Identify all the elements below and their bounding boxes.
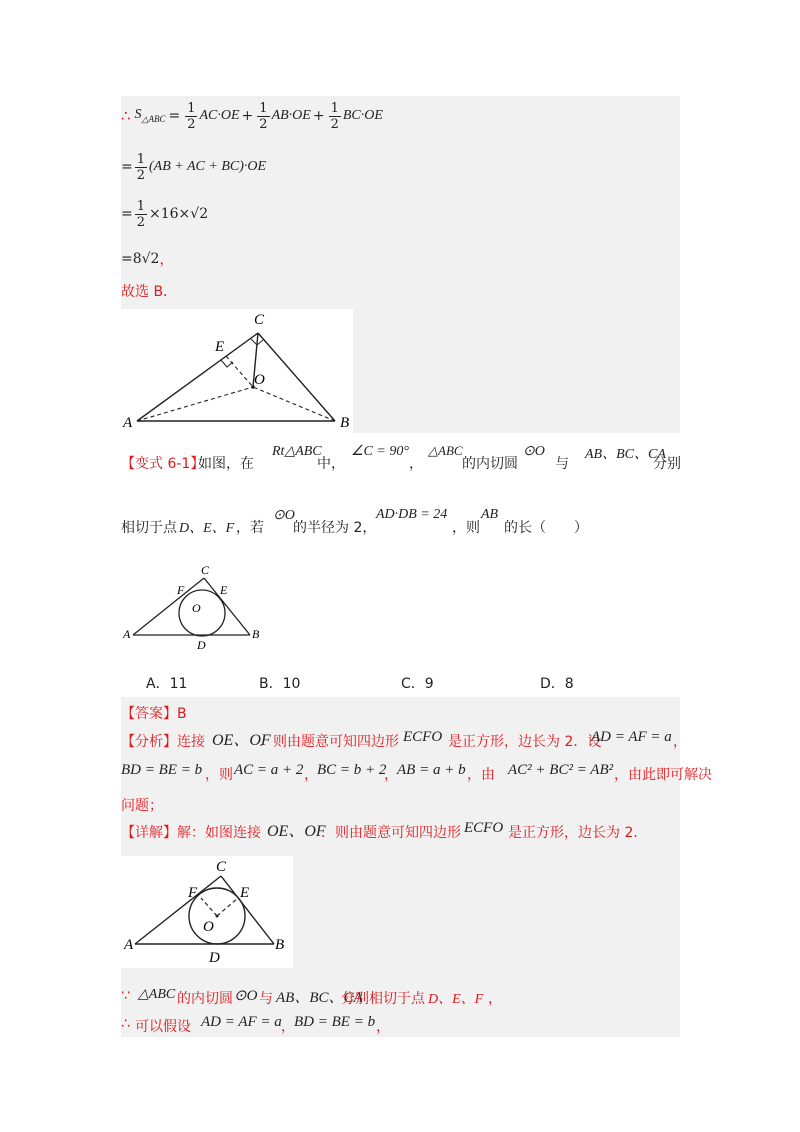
option-a[interactable]: A．11 (146, 676, 188, 692)
therefore-symbol: ∴ (121, 107, 131, 125)
label-O: O (203, 919, 214, 935)
choice-text: 故选 B． (121, 284, 178, 300)
area-formula-line-4: =8√2 ， (121, 251, 174, 268)
option-c[interactable]: C．9 (401, 676, 434, 692)
label-D: D (197, 638, 206, 652)
label-A: A (124, 937, 134, 953)
option-b[interactable]: B．10 (259, 676, 301, 692)
area-formula-line-3: = $\frac{1}{2}$ ×16×√2 (121, 198, 209, 230)
analysis-line-1: 【分析】 连接 OE、OF ．则由题意可知四边形 ECFO 是正方形，边长为 2．设 AD = AF = a ， (121, 729, 687, 750)
problem-line-2: 相切于点 D、E、F ，若 ⊙O 的半径为 2， AD·DB = 24 ，则 AB 的长（ ） (121, 507, 588, 536)
area-formula-line-2: = $\frac{1}{2}$ (AB + AC + BC)·OE (121, 151, 267, 183)
label-B: B (340, 415, 350, 431)
label-E: E (240, 885, 250, 901)
label-E: E (220, 583, 228, 597)
figure-triangle-incenter-1 (121, 309, 353, 433)
label-C: C (201, 563, 210, 577)
analysis-line-3: 问题； (121, 798, 163, 814)
area-formula-line: ∴ $S_{\triangle ABC}$ = $\frac{1}{2}$ AC·OE + $\frac{1}{2}$ AB·OE + $\frac{1}{2}$ BC·OE (121, 100, 383, 132)
label-A: A (123, 627, 131, 641)
figure-incircle-2 (121, 562, 271, 654)
label-A: A (123, 415, 133, 431)
problem-tag: 【变式 6-1】 (121, 456, 205, 472)
label-C: C (216, 859, 227, 875)
label-O: O (254, 372, 265, 388)
label-F: F (188, 885, 198, 901)
label-F: F (177, 583, 185, 597)
answer-line: 【答案】B (121, 706, 187, 722)
therefore-line: ∴ 可以假设 AD = AF = a ， BD = BE = b ， (121, 1014, 390, 1035)
analysis-line-2: BD = BE = b ，则 AC = a + 2 ， BC = b + 2 ， AB = a + b ，由 AC² + BC² = AB² ，由此即可解决 (121, 762, 712, 783)
detail-line: 【详解】 解：如图连接 OE、OF ．则由题意可知四边形 ECFO 是正方形，边长为 2． (121, 820, 648, 841)
option-d[interactable]: D．8 (540, 676, 574, 692)
label-C: C (254, 312, 265, 328)
problem-line-1: 【变式 6-1】 如图，在 Rt△ABC 中， ∠C = 90° ， △ABC 的内切圆 ⊙O 与 AB、BC、CA 分别 (121, 443, 681, 472)
label-B: B (275, 937, 285, 953)
figure-incircle-3 (121, 856, 293, 968)
answer-value: B (177, 706, 187, 722)
label-D: D (209, 950, 220, 966)
because-line: ∵ △ABC 的内切圆 ⊙O 与 AB、BC、CA 分别相切于点 D、E、F ， (121, 987, 502, 1007)
label-B: B (252, 627, 260, 641)
fraction-half: $\frac{1}{2}$ (187, 100, 196, 132)
label-E: E (215, 339, 225, 355)
label-O: O (192, 601, 201, 615)
